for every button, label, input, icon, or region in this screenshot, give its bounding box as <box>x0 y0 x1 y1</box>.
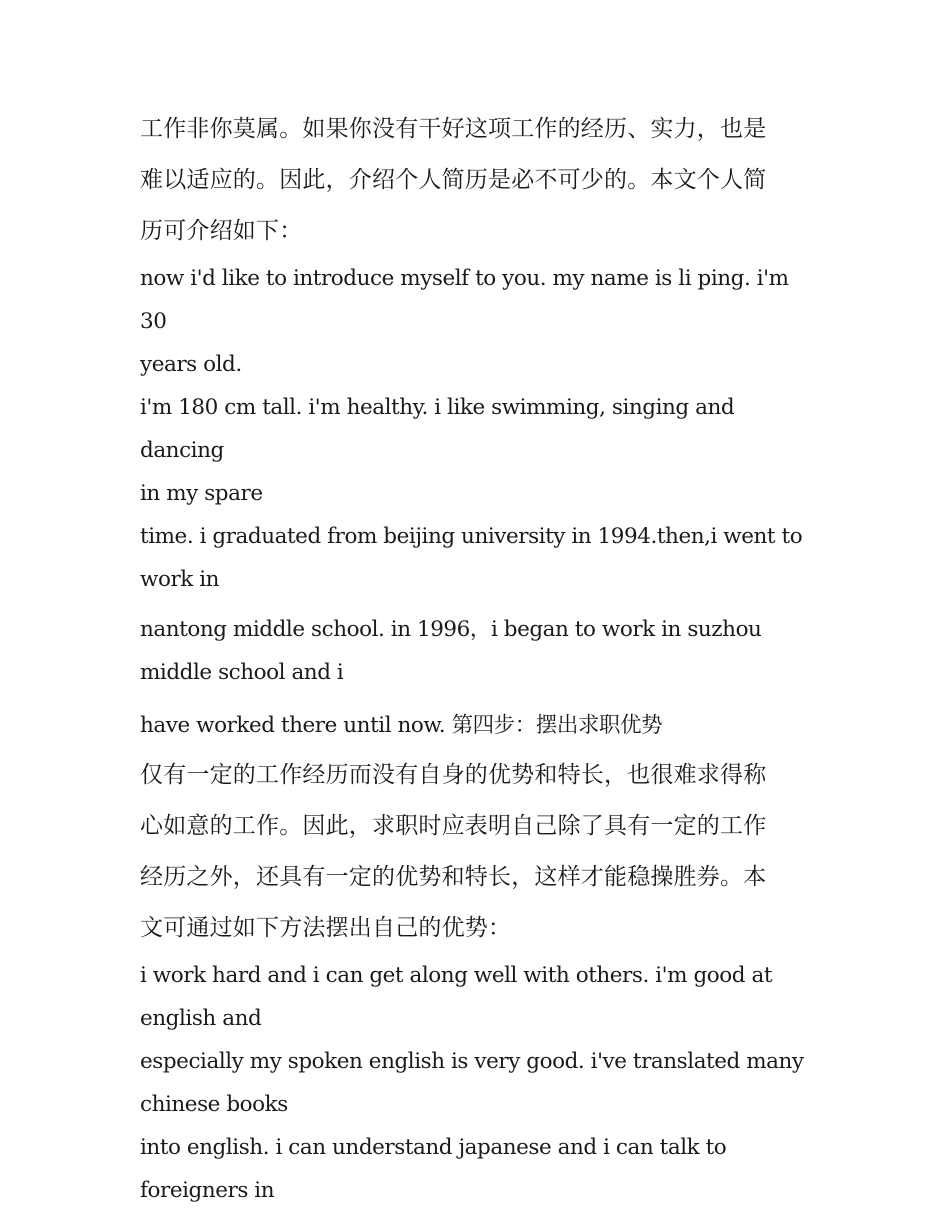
english-paragraph-height-hobbies <box>140 386 820 515</box>
text-line: 工作非你莫属。如果你没有干好这项工作的经历、实力，也是 <box>140 116 767 142</box>
english-paragraph-spoken-english <box>140 1040 820 1126</box>
text-line: 难以适应的。因此，介绍个人简历是必不可少的。本文个人简 <box>140 167 767 193</box>
chinese-paragraph-advantages <box>140 750 820 954</box>
text-line: 心如意的工作。因此，求职时应表明自己除了具有一定的工作 <box>140 813 767 839</box>
english-paragraph-education <box>140 515 820 601</box>
text-line: in my spare <box>140 481 263 506</box>
text-line: middle school and i <box>140 660 344 685</box>
english-paragraph-japanese <box>140 1126 820 1212</box>
text-line: into english. i can understand japanese and i can talk to <box>140 1135 727 1160</box>
english-paragraph-name-age <box>140 257 820 386</box>
text-line: especially my spoken english is very good. i've translated many <box>140 1049 804 1074</box>
text-line: 历可介绍如下： <box>140 218 303 244</box>
english-paragraph-work-ethic <box>140 954 820 1040</box>
text-line: 仅有一定的工作经历而没有自身的优势和特长，也很难求得称 <box>140 762 767 788</box>
text-line: work in <box>140 567 220 592</box>
mixed-paragraph-step-four <box>140 701 820 750</box>
text-line: have worked there until now. 第四步：摆出求职优势 <box>140 713 663 738</box>
text-line: years old. <box>140 352 242 377</box>
text-line: i work hard and i can get along well with others. i'm good at <box>140 963 773 988</box>
text-line: foreigners in <box>140 1178 275 1203</box>
text-line: english and <box>140 1006 262 1031</box>
document-page <box>140 104 820 1212</box>
text-line: i'm 180 cm tall. i'm healthy. i like swimming, singing and dancing <box>140 395 735 463</box>
text-line: chinese books <box>140 1092 288 1117</box>
english-paragraph-work-history <box>140 608 820 694</box>
text-line: time. i graduated from beijing university in 1994.then,i went to <box>140 524 803 549</box>
text-line: 文可通过如下方法摆出自己的优势： <box>140 915 512 941</box>
text-line: 经历之外，还具有一定的优势和特长，这样才能稳操胜券。本 <box>140 864 767 890</box>
text-line: now i'd like to introduce myself to you. my name is li ping. i'm 30 <box>140 266 789 334</box>
text-line: nantong middle school. in 1996，i began to work in suzhou <box>140 617 762 642</box>
chinese-paragraph-intro <box>140 104 820 257</box>
